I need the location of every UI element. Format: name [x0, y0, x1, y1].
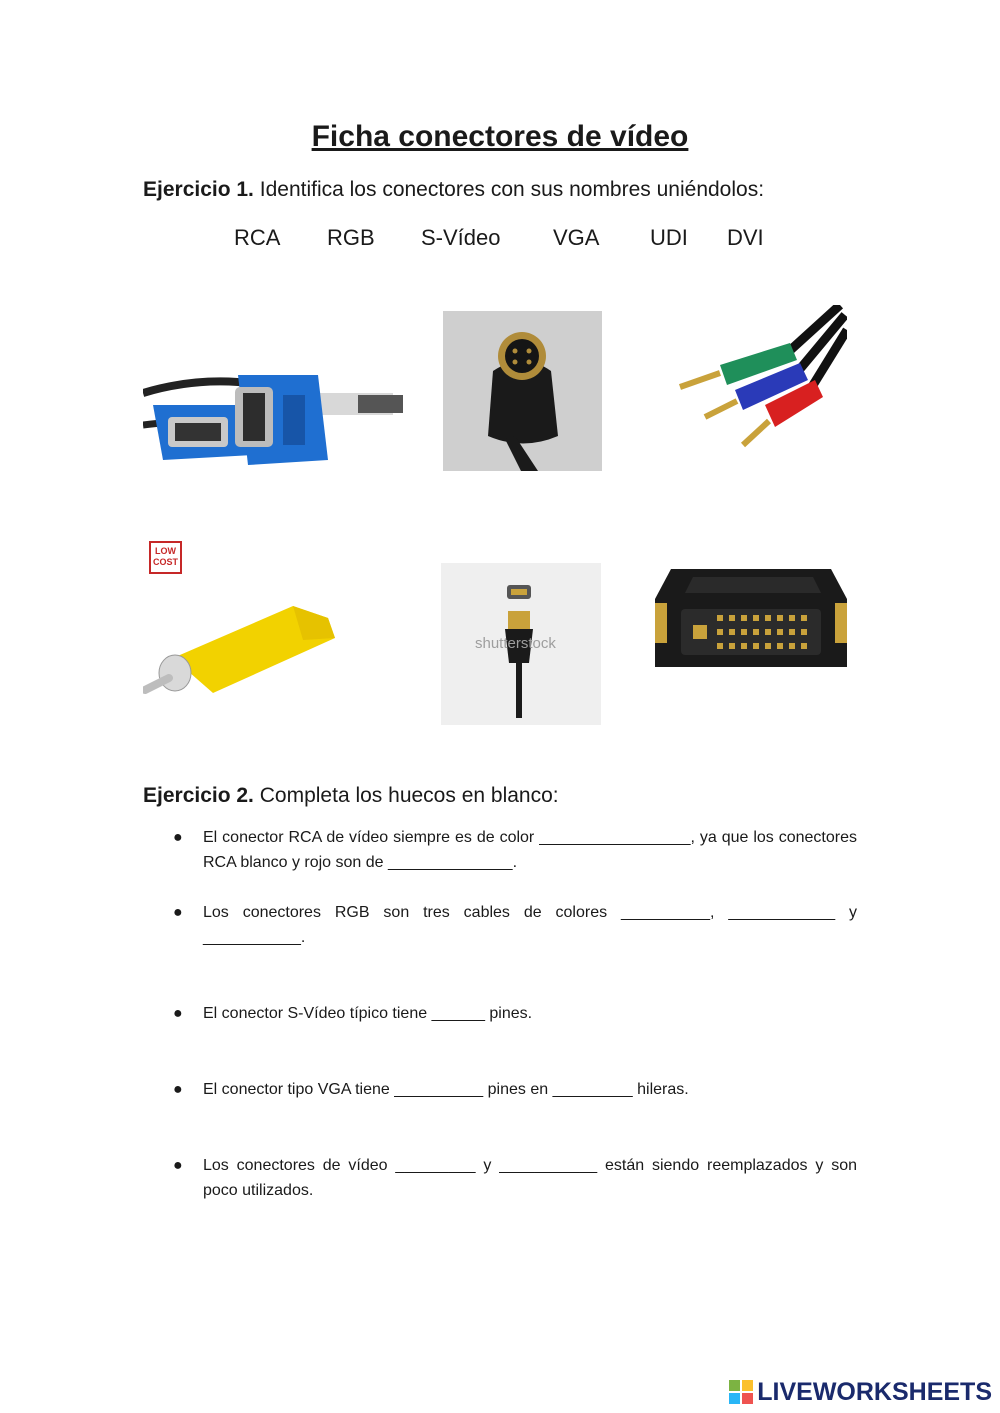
vga-connector-photo[interactable]: [143, 365, 407, 471]
connector-name-udi[interactable]: UDI: [650, 225, 688, 250]
bullet-dot-icon: ●: [173, 1157, 183, 1174]
exercise-2-label: Ejercicio 2.: [143, 784, 254, 807]
bullet-dot-icon: ●: [173, 904, 183, 921]
exercise-2-heading: [143, 784, 559, 808]
page-title: Ficha conectores de vídeo: [311, 120, 689, 153]
fill-in-sentence-1[interactable]: El conector RCA de vídeo siempre es de color _________________, ya que los conectores RCA blanco y rojo son de ______________.: [203, 829, 857, 871]
low-cost-badge-icon: [149, 541, 182, 574]
rca-yellow-photo[interactable]: [143, 598, 339, 702]
svideo-connector-photo[interactable]: [443, 311, 602, 471]
connector-name-svideo[interactable]: S-Vídeo: [421, 225, 501, 250]
bullet-dot-icon: ●: [173, 1081, 183, 1098]
connector-name-rca[interactable]: RCA: [234, 225, 281, 250]
exercise-1-heading: [143, 178, 764, 202]
fill-in-sentence-4[interactable]: El conector tipo VGA tiene __________ pines en _________ hileras.: [203, 1081, 689, 1098]
bullet-dot-icon: ●: [173, 1005, 183, 1022]
connector-name-rgb[interactable]: RGB: [327, 225, 375, 250]
dvi-connector-photo[interactable]: [653, 559, 849, 675]
liveworksheets-wordmark: LIVEWORKSHEETS: [757, 1377, 992, 1406]
connector-name-dvi[interactable]: DVI: [727, 225, 764, 250]
fill-in-sentence-2[interactable]: Los conectores RGB son tres cables de colores __________, ____________ y ___________.: [203, 904, 857, 946]
liveworksheets-logo-icon: [729, 1380, 753, 1404]
connector-name-vga[interactable]: VGA: [553, 225, 600, 250]
exercise-2-instruction: Completa los huecos en blanco:: [259, 784, 559, 807]
stock-watermark: shutterstock: [475, 635, 556, 652]
fill-in-sentence-5[interactable]: Los conectores de vídeo _________ y ___________ están siendo reemplazados y son poco utilizados.: [203, 1157, 857, 1199]
exercise-1-instruction: Identifica los conectores con sus nombres uniéndolos:: [259, 178, 765, 201]
exercise-1-label: Ejercicio 1.: [143, 178, 254, 201]
fill-in-sentence-3[interactable]: El conector S-Vídeo típico tiene ______ pines.: [203, 1005, 533, 1022]
bullet-dot-icon: ●: [173, 829, 183, 846]
low-cost-badge-text: LOW COST: [152, 546, 178, 567]
liveworksheets-logo: [729, 1377, 992, 1407]
rgb-component-photo[interactable]: [665, 305, 847, 451]
hdmi-udi-stock-photo[interactable]: [441, 563, 601, 725]
